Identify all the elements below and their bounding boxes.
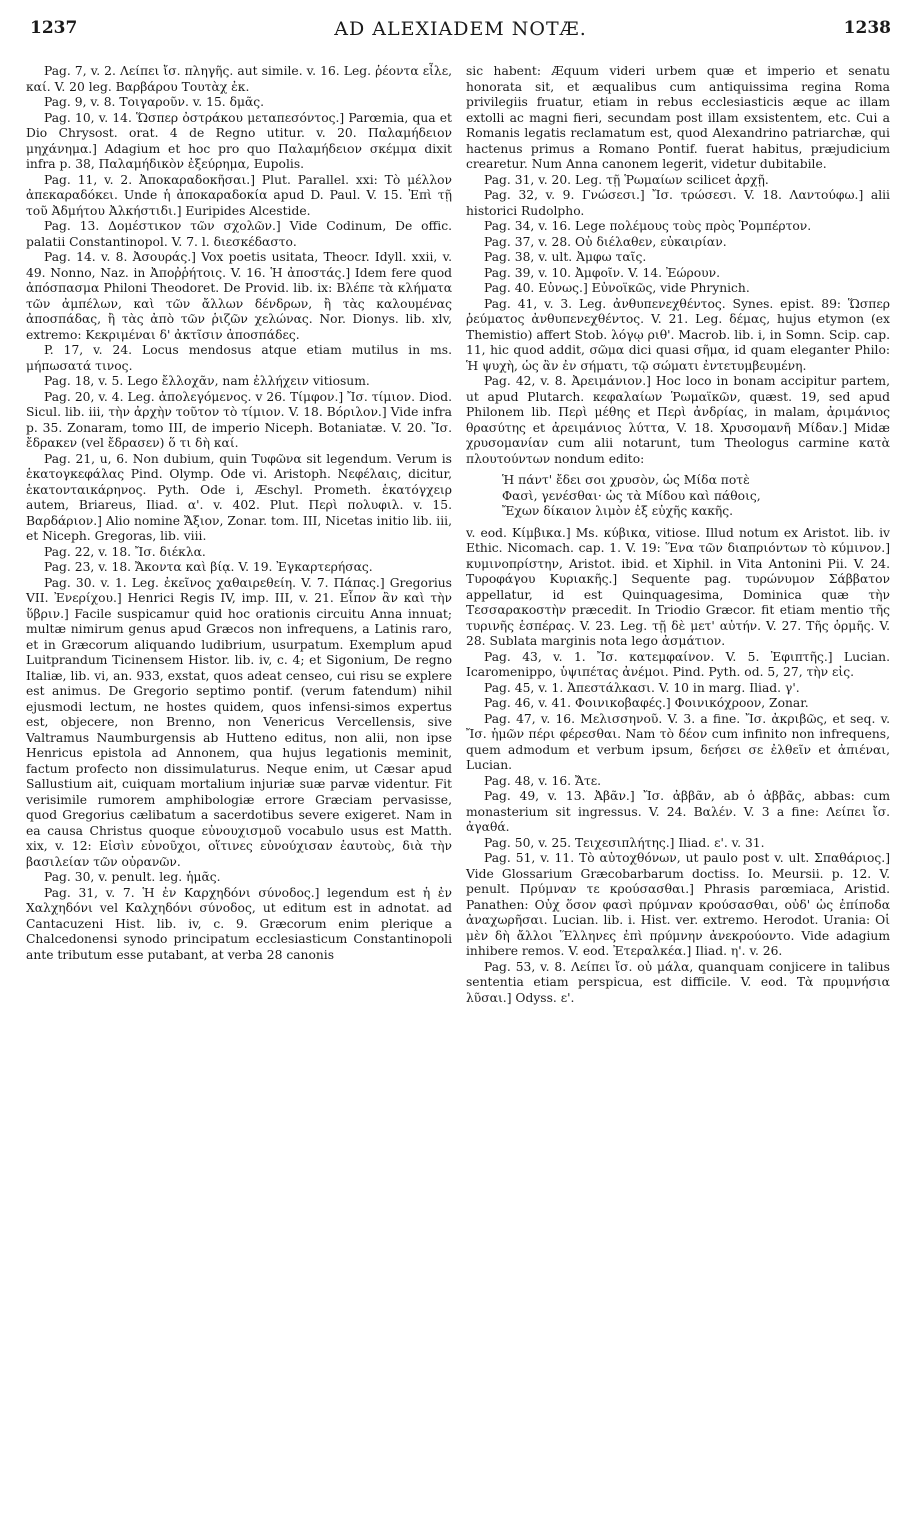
running-title: AD ALEXIADEM NOTÆ. <box>334 18 587 40</box>
note-paragraph: Pag. 41, v. 3. Leg. ἀνθυπενεχθέντος. Synes. epist. 89: Ὥσπερ ῥεύματος ἀνθυπενεχθέντος. V. 21. Leg. δέμας, hujus etymon (ex Themistio) affert Stob. λόγῳ ριθ'. Macrob. lib. i, in Somn. Scip. cap. 11, hic quod addit, σῶμα dici quasi σῆμα, id quam eleganter Philo: Ἡ ψυχὴ, ὡς ἂν ἐν σήματι, τῷ σώματι ἐντετυμβευμένη. <box>466 296 890 373</box>
note-paragraph: Pag. 53, v. 8. Λείπει ἴσ. οὐ μάλα, quanquam conjicere in talibus sententia etiam perspicua, est difficile. V. eod. Τὰ πρυμνήσια λῦσαι.] Odyss. ε'. <box>466 959 890 1005</box>
note-paragraph: Pag. 11, v. 2. Ἀποκαραδοκῆσαι.] Plut. Parallel. xxi: Τὸ μέλλον ἀπεκαραδόκει. Unde ἡ ἀποκαραδοκία apud D. Paul. V. 15. Ἐπὶ τῇ τοῦ Ἀδμήτου Ἀλκήστιδι.] Euripides Alcestide. <box>26 172 452 218</box>
note-paragraph: Pag. 50, v. 25. Τειχεσιπλήτης.] Iliad. ε'. v. 31. <box>484 835 765 850</box>
note-paragraph: Pag. 51, v. 11. Τὸ αὐτοχθόνων, ut paulo post v. ult. Σπαθάριος.] Vide Glossarium Græcobarbarum doctiss. Io. Meursii. p. 12. V. penult. Πρύμναν τε κρούσασθαι.] Phrasis parœmiaca, Aristid. Panathen: Οὐχ ὅσον φασὶ πρύμναν κρούσασθαι, οὐδ' ὡς ἐπίποδα ἀναχωρῆσαι. Lucian. lib. i. Hist. ver. extremo. Herodot. Urania: Οἱ μὲν δὴ ἄλλοι Ἕλληνες ἐπὶ πρύμνην ἀνεκρούοντο. Vide adagium inhibere remos. V. eod. Ἐτεραλκέα.] Iliad. η'. v. 26. <box>466 851 890 958</box>
left-column <box>26 64 452 963</box>
note-paragraph: Pag. 43, v. 1. Ἴσ. κατεμφαίνον. V. 5. Ἐφιπτῆς.] Lucian. Icaromenippo, ὑψιπέτας ἀνέμοι. Pind. Pyth. od. 5, 27, τὴν εἰς. <box>466 649 890 679</box>
note-paragraph: Pag. 46, v. 41. Φοινικοβαφές.] Φοινικόχροον, Zonar. <box>484 696 809 710</box>
note-paragraph: Pag. 23, v. 18. Ἄκοντα καὶ βίᾳ. V. 19. Ἐγκαρτερήσας. <box>44 560 373 574</box>
verse-line: Φασὶ, γενέσθαι· ὡς τὰ Μίδου καὶ πάθοις, <box>502 488 761 503</box>
note-paragraph: Pag. 20, v. 4. Leg. ἀπολεγόμενος. v 26. Τίμφον.] Ἴσ. τίμιον. Diod. Sicul. lib. iii, τὴν ἀρχὴν τοῦτον τὸ τίμιον. V. 18. Βόριλον.] Vide infra p. 35. Zonaram, tomo III, de imperio Niceph. Botaniatæ. V. 20. Ἴσ. ἔδρακεν (vel ἔδρασεν) ὅ τι δὴ καί. <box>26 389 452 450</box>
note-paragraph: Pag. 45, v. 1. Ἀπεστάλκασι. V. 10 in marg. Iliad. γ'. <box>484 680 800 695</box>
note-paragraph: Pag. 39, v. 10. Ἀμφοῖν. V. 14. Ἐώρουν. <box>484 265 720 280</box>
note-paragraph: Pag. 31, v. 20. Leg. τῇ Ῥωμαίων scilicet ἀρχῇ. <box>484 172 769 187</box>
note-paragraph: sic habent: Æquum videri urbem quæ et imperio et senatu honorata sit, et æqualibus cum antiquissima regina Roma privilegiis fruatur, etiam in rebus ecclesiasticis æque ac illam extolli ac magni fieri, secundam post illam exsistentem, etc. Cui a Romanis legatis reclamatum est, quod Alexandrino patriarchæ, qui hactenus primus a Romano Pontif. fuerat habitus, præjudicium crearetur. Num Anna canonem legerit, videtur dubitabile. <box>466 64 890 171</box>
note-paragraph: Pag. 47, v. 16. Μελισσηνοῦ. V. 3. a fine. Ἴσ. ἀκριβῶς, et seq. v. Ἴσ. ἡμῶν πέρι φέρεσθαι. Nam τὸ δέον cum infinito non infrequens, quem admodum et verbum ipsum, δεήσει σε ἐλθεῖν et ἀπιέναι, Lucian. <box>466 711 890 772</box>
running-header <box>30 18 891 44</box>
note-paragraph: Pag. 13. Δομέστικον τῶν σχολῶν.] Vide Codinum, De offic. palatii Constantinopol. V. 7. l. διεσκέδαστο. <box>26 219 452 249</box>
note-paragraph: Pag. 14. v. 8. Ἀσουράς.] Vox poetis usitata, Theocr. Idyll. xxii, v. 49. Nonno, Naz. in Ἀποῤῥήτοις. V. 16. Ἡ ἀποστάς.] Idem fere quod ἀπόσπασμα Philoni Theodoret. De Provid. lib. ix: Βλέπε τὰ κλήματα τῶν ἀμπέλων, καὶ τῶν ἄλλων δένδρων, ἢ τὰς καλουμένας ἀποσπάδας, ἢ τὰς ἀπὸ τῶν ῥιζῶν χελώνας. Nor. Dionys. lib. xlv, extremo: Κεκριμέναι δ' ἀκτῖσιν ἀποσπάδες. <box>26 250 452 342</box>
note-paragraph: Pag. 48, v. 16. Ἄτε. <box>484 773 602 788</box>
note-paragraph: Pag. 49, v. 13. Ἀβᾶν.] Ἴσ. ἀββᾶν, ab ὁ ἀββᾶς, abbas: cum monasterium sit ingressus. V. 24. Βαλέν. V. 3 a fine: Λείπει ἴσ. ἀγαθά. <box>466 789 890 834</box>
note-paragraph: Pag. 22, v. 18. Ἴσ. διέκλα. <box>44 544 206 559</box>
note-paragraph: Pag. 34, v. 16. Lege πολέμους τοὺς πρὸς Ῥομπέρτον. <box>484 219 812 233</box>
note-paragraph: Pag. 9, v. 8. Τοιγαροῦν. v. 15. δμᾶς. <box>44 95 265 109</box>
verse-quotation <box>466 473 890 520</box>
verse-line: Ἔχων δίκαιον λιμὸν ἐξ εὐχῆς κακῆς. <box>502 504 734 518</box>
note-paragraph: Pag. 7, v. 2. Λείπει ἴσ. πληγῆς. aut simile. v. 16. Leg. ῥέοντα εἶλε, καί. V. 20 leg. Βαρβάρου Τουτὰχ ἐκ. <box>26 64 452 94</box>
note-paragraph: Pag. 10, v. 14. Ὥσπερ ὀστράκου μεταπεσόντος.] Parœmia, qua et Dio Chrysost. orat. 4 de Regno utitur. v. 20. Παλαμήδειον μηχάνημα.] Adagium et hoc pro quo Παλαμήδειον σκέμμα dixit infra p. 38, Παλαμήδικὸν ἐξεύρημα, Eupolis. <box>26 110 452 171</box>
note-paragraph: P. 17, v. 24. Locus mendosus atque etiam mutilus in ms. μήπωσατά τινος. <box>26 343 452 373</box>
note-paragraph: Pag. 30. v. 1. Leg. ἐκεῖνος χαθαιρεθείη. V. 7. Πάπας.] Gregorius VII. Ἐνερίχου.] Henrici Regis IV, imp. III, v. 21. Εἶπον ἂν καὶ τὴν ὕβριν.] Facile suspicamur quid hoc orationis circuitu Anna innuat; multæ nimirum genus apud Græcos non infrequens, a Latinis raro, et in Græcorum aliquando ludibrium, usurpatum. Exemplum apud Luitprandum Ticinensem Histor. lib. iv, c. 4; et Sigonium, De regno Italiæ, lib. vi, an. 933, exstat, quos adeat censeo, cui risu se explere est animus. De Gregorio septimo pontif. (verum fatendum) nihil ejusmodi lectum, ne hostes quidem, quos infensi-simos expertus est, objecere, non Brenno, non Venericus Vercellensis, sive Valtramus Naumburgensis ab Hutteno editus, non alii, non ipse Henricus epistola ad Annonem, qua hujus legationis meminit, factum profecto non dissimulaturus. Neque enim, ut Cæsar apud Sallustium ait, cuiquam mortalium injuriæ suæ parvæ videntur. Fit verisimile rumorem amphibologiæ errore Græciam pervasisse, quod Gregorius cælibatum a sacerdotibus severe exigeret. Nam in ea causa Christus quoque εὐνουχισμοῦ vocabulo usus est Matth. xix, v. 12: Εἰσὶν εὐνοῦχοι, οἵτινες εὐνούχισαν ἑαυτοὺς, διὰ τὴν βασιλείαν τῶν οὐρανῶν. <box>26 575 452 869</box>
page-number-right: 1238 <box>843 18 891 38</box>
note-paragraph: v. eod. Κίμβικα.] Ms. κύβικα, vitiose. Illud notum ex Aristot. lib. iv Ethic. Nicomach. cap. 1. V. 19: Ἕνα τῶν διαπριόντων τὸ κύμινον.] κυμινοπρίστην, Aristot. ibid. et Xiphil. in Vita Antonini Pii. V. 24. Τυροφάγου Κυριακῆς.] Sequente pag. τυρώνυμον Σάββατον appellatur, id est Quinquagesima, Dominica quæ τὴν Τεσσαρακοστὴν præcedit. In Triodio Græcor. fit etiam mentio τῆς τυρινῆς ἑσπέρας. V. 23. Leg. τῇ δὲ μετ' αὐτήν. V. 27. Τῆς ὁρμῆς. V. 28. Sublata marginis nota lego ἀσμάτιον. <box>466 525 890 648</box>
note-paragraph: Pag. 18, v. 5. Lego ἔλλοχᾶν, nam ἐλλήχειν vitiosum. <box>44 374 370 388</box>
page-number-left: 1237 <box>30 18 78 38</box>
note-paragraph: Pag. 32, v. 9. Γνώσεσι.] Ἴσ. τρώσεσι. V. 18. Λαντούφω.] alii historici Rudolpho. <box>466 188 890 218</box>
note-paragraph: Pag. 21, u, 6. Non dubium, quin Τυφῶνα sit legendum. Verum is ἑκατογκεφάλας Pind. Olymp. Ode vi. Aristoph. Νεφέλαις, dicitur, ἑκατονταικάρηνος. Pyth. Ode i, Æschyl. Prometh. ἑκατόγχειρ autem, Briareus, Iliad. α'. v. 402. Plut. Περὶ πολυφιλ. v. 15. Βαρδάριον.] Alio nomine Ἄξιον, Zonar. tom. III, Nicetas initio lib. iii, et Niceph. Gregoras, lib. viii. <box>26 451 452 543</box>
note-paragraph: Pag. 31, v. 7. Ἡ ἐν Καρχηδόνι σύνοδος.] legendum est ἡ ἐν Χαλχηδόνι vel Καλχηδόνι σύνοδος, ut editum est in adnotat. ad Cantacuzeni Hist. lib. iv, c. 9. Græcorum enim plerique a Chalcedonensi synodo principatum ecclesiasticum Constantinopoli ante tributum esse putabant, at verba 28 canonis <box>26 885 452 962</box>
note-paragraph: Pag. 37, v. 28. Οὐ διέλαθεν, εὐκαιρίαν. <box>484 234 727 249</box>
note-paragraph: Pag. 40. Εὐνως.] Εὐνοϊκῶς, vide Phrynich. <box>484 281 750 295</box>
note-paragraph: Pag. 42, v. 8. Ἀρειμάνιον.] Hoc loco in bonam accipitur partem, ut apud Plutarch. κεφαλαίων Ῥωμαϊκῶν, quæst. 19, sed apud Philonem lib. Περὶ μέθης et Περὶ ἀνδρίας, in malam, ἀριμάνιος θρασύτης et ἀρειμάνιος λύττα, V. 18. Χρυσομανῆ Μίδαν.] Midæ χρυσομανίαν cum alii notarunt, tum Theologus carmine κατὰ πλουτούντων nondum edito: <box>466 374 890 466</box>
note-paragraph: Pag. 30, v. penult. leg. ἡμᾶς. <box>44 870 221 884</box>
note-paragraph: Pag. 38, v. ult. Ἀμφω ταῖς. <box>484 250 647 264</box>
verse-line: Ἡ πάντ' ἔδει σοι χρυσὸν, ὡς Μίδα ποτὲ <box>502 473 750 487</box>
right-column <box>466 64 890 1006</box>
